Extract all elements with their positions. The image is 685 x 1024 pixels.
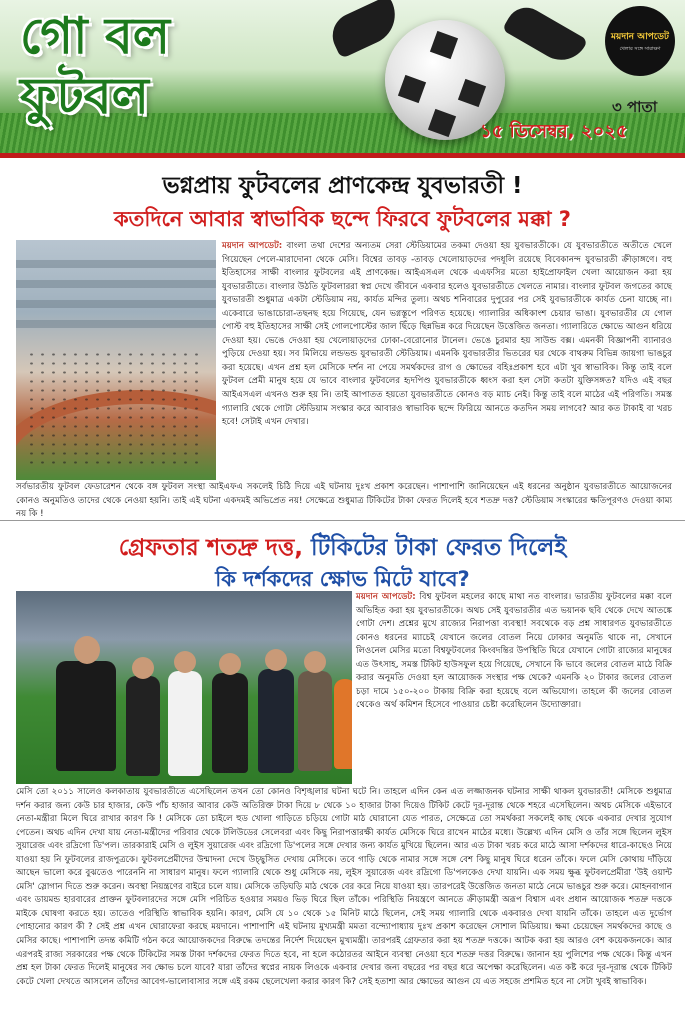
masthead-title-line2: ফুটবল bbox=[20, 67, 149, 125]
article2-text-part1: বিশ্ব ফুটবল মহলের কাছে মাথা নত বাংলার। ভারতীয় ফুটবলের মক্কা বলে অভিহিত করা হয় যুবভারতীকে। অথচ সেই যুবভারতীর এত ভয়ানক ছবি থেকে দেখে আতঙ্কে গোটা দেশ। প্রশ্নের মুখে রাজ্যের নিরাপত্তা ব্যবস্থা! সবথেকে বড় প্রশ্ন সাধারণত যুবভারতীতে কোনও ধরনের ম্যাচেই যেখানে জলের বোতল নিয়ে ঢোকার অনুমতি থাকে না, সেখানে লিওনেল মেসির মতো বিশ্বফুটবলের কিংবদন্তির উপস্থিতি ঘিরে যেখানে গোটা রাজ্যের মানুষের এত উৎসাহ, সমস্ত টিকিট হাউসফুল হয়ে গিয়েছে, সেখানে কি ভাবে জলের বোতল মাঠে বিক্রি করার অনুমতি দেওয়া হল আয়োজক সংস্থার পক্ষ থেকে? এমনকি ২০ টাকার জলের বোতল চড়া দামে ১৫০-২০০ টাকায় বিক্রি করা হয়েছে বলে অভিযোগ। তাহলে কী জলের বোতল থেকেও অর্থ কমিশন হিসেবে পাওয়ার চেষ্টা করেছিলেন উদ্যোক্তারা। bbox=[356, 592, 673, 711]
player-boot-right bbox=[502, 0, 588, 69]
article1-source: ময়দান আপডেট: bbox=[222, 241, 283, 251]
article2-source: ময়দান আপডেট: bbox=[356, 592, 416, 602]
article2-subheadline: কি দর্শকদের ক্ষোভ মিটে যাবে? bbox=[215, 567, 470, 591]
article2-text-part2: মেসি তো ২০১১ সালেও কলকাতায় যুবভারতীতে এসেছিলেন তখন তো কোনও বিশৃঙ্খলার ঘটনা ঘটে নি। তাহলে এদিন কেন এত লজ্জাজনক ঘটনার সাক্ষী থাকল যুবভারতী! মেসিকে শুধুমাত্র দর্শন করার জন্য কেউ চার হাজার, কেউ পাঁচ হাজার আবার কেউ অতিরিক্ত টাকা দিয়ে ৮ থেকে ১০ হাজার টাকা দিয়েও টিকিট কেটে দূর-দূরান্ত থেকে শহরে এসেছিলেন। অথচ মেসিকে এইভাবে নেতা-মন্ত্রীরা মিলে ঘিরে রাখার কারণ কি ! মেসিকে তো চাইলে হুড খোলা গাড়িতে চড়িয়ে গোটা মাঠ ঘোরানো যেত পারত, সেক্ষেত্রে তো সমর্থকরা সকলেই কাছ থেকে একবার দেখার সুযোগ পেতেন। অথচ এদিন দেখা যায় নেতা-মন্ত্রীদের পরিবার থেকে টলিউডের সেলেবরা এবং কিছু নিরাপত্তারক্ষী কার্যত মেসিকে ঘিরে রাখেন মাঠের মধ্যে। উল্লেখ্য এদিন মেসি ও তাঁর সঙ্গে ছিলেন লুইস সুয়ারেজ এবং রদ্রিগো ডি'পল। তারকারাই মেসি ও লুইস সুয়ারেজ এবং রদ্রিগো ডি'পলের সঙ্গে দেখার জন্য কার্যত মুখিয়ে ছিলেন। আর এত টাকা খরচ করে মাঠে আসা দর্শকদের ধারে-কাছেও নিয়ে যাওয়া হয় নি ফুটবলের রাজপুত্রকে। ফুটবলপ্রেমীদের উন্মাদনা দেখে উচ্ছ্বসিত দেখায় মেসিকে। তবে গাড়ি থেকে নামার সঙ্গে সঙ্গে বেশ কিছু মানুষ ঘিরে ধরেন তাঁকে। ফলে মেসি কোথায় দাঁড়িয়ে আছেন ভালো করে বুঝতেও পারেননি না সাধারণ মানুষ। ফলে গ্যালারি থেকে শুধু মেসিকে নয়, লুইস সুয়ারেজ এবং রদ্রিগো ডি'পলকেও দেখা যায়নি। এক সময় ক্ষুব্ধ ফুটবলপ্রেমীরা 'উই ওয়ান্ট মেসি' স্লোগান দিতে শুরু করেন। অবস্থা নিয়ন্ত্রণের বাইরে চলে যায়। মেসিকে তড়িঘড়ি মাঠ থেকে বের করে নিয়ে যাওয়া হয়। তারপরেই উত্তেজিত জনতা মাঠে নেমে ভাঙচুর শুরু করে। মোহনবাগান এবং ডায়মন্ড হারবারের প্রাক্তন ফুটবলারদের সঙ্গে মেসি পরিচিত হওয়ার সময়ও ভিড় ঘিরে ছিল তাঁকে। পরিস্থিতি নিয়ন্ত্রণে আনতে ক্রীড়ামন্ত্রী অরূপ বিশ্বাস এবং প্রধান আয়োজক শতদ্রু দত্তকে মাইকে ঘোষণা করতে হয়। তাতেও পরিস্থিতি স্বাভাবিক হয়নি। কারণ, মেসি যে ১০ থেকে ১৫ মিনিট মাঠে ছিলেন, সেই সময় গ্যালারি থেকে একবারও দেখা যায়নি তাঁকে। তাহলে এত দুর্ভোগ পোহানোর কারণ কী ? সেই প্রশ্ন এখন ঘোরাফেরা করছে ময়দানে। পাশাপাশি এই ঘটনায় মুখ্যমন্ত্রী মমতা বন্দ্যোপাধ্যায় দুঃখ প্রকাশ করেছেন সোশাল মিডিয়ায়। ক্ষমা চেয়েছেন সমর্থকদের কাছে ও মেসির কাছে। পাশাপাশি তদন্ত কমিটি গঠন করে আয়োজকদের বিরুদ্ধে তদন্তের নির্দেশ দিয়েছেন মুখ্যমন্ত্রী। তারপরই গ্রেফতার করা হয় শতদ্রু দত্তকে। আটক করা হয় আরও বেশ কয়েকজনকে। আর এরপরই রাজ্য সরকারের পক্ষ থেকে টিকিটের সমস্ত টাকা দর্শকদের ফেরত দিতে হবে, না হলে কঠোরতর আইনে ব্যবস্থা নেওয়া হবে শতদ্রু দত্তর বিরুদ্ধে। জানান হয় পুলিশের পক্ষ থেকে। কিন্তু এখন প্রশ্ন হল টাকা ফেরত দিলেই মানুষের সব ক্ষোভ চলে যাবে? যারা তাঁদের স্বপ্নের নায়ক লিওকে একবার দেখার জন্য বছরের পর বছর ধরে অপেক্ষা করেছিলেন। এত কষ্ট করে দূর-দূরান্ত থেকে টিকিট কেটে খেলা দেখতে আসলেন তাঁদের আবেগ-ভালোবাসার সঙ্গে এই রকম ছেলেখেলা করার কারণ কি? সেই হতাশা আর ক্ষোভের আগুন যে এত সহজে প্রশমিত হবে না সেটা খুবই স্বাভাবিক। bbox=[16, 787, 672, 987]
article2-body bbox=[356, 591, 672, 713]
article1-subheadline: কতদিনে আবার স্বাভাবিক ছন্দে ফিরবে ফুটবলের মক্কা ? bbox=[113, 207, 571, 231]
masthead-title-line1: গো বল bbox=[20, 7, 171, 65]
masthead bbox=[0, 0, 685, 153]
header-rule bbox=[0, 153, 685, 158]
article2-messi-photo bbox=[16, 591, 352, 784]
article2-body-continued bbox=[16, 786, 672, 989]
masthead-title bbox=[20, 8, 170, 124]
article2-headline-blue: টিকিটের টাকা ফেরত দিলেই bbox=[303, 535, 567, 561]
section-divider bbox=[0, 520, 685, 521]
publisher-logo bbox=[605, 6, 675, 76]
article1-text-part1: বাংলা তথা দেশের অন্যতম সেরা স্টেডিয়ামের তকমা দেওয়া হয় যুবভারতীকে। যে যুবভারতীতে অতীতে খেলে গিয়েছেন পেলে-মারাদোনা থেকে মেসি। বিশ্বের তাবড় -তাবড় খেলোয়াড়দের পদধূলি রয়েছে বিবেকানন্দ যুবভারতী ক্রীড়াঙ্গণে। বহু ইতিহাসের সাক্ষী বাংলার ফুটবলের এই প্রাণকেন্দ্র। আইএসএল থেকে এএফসির মতো হাইপ্রোফাইল খেলা আয়োজন করা হয় যুবভারতীতে। বাংলার উঠতি ফুটবলাররা স্বপ্ন দেখে জীবনে একবার হলেও যুবভারতীতে খেলতে নামার। বাংলার ফুটবল জগতের কাছে যুবভারতী শুধুমাত্র একটা স্টেডিয়াম নয়, কার্যত মন্দির তুল্য। অথচ শনিবারের দুপুরের পর সেই যুবভারতীকে কার্যত চেনা যাচ্ছে না। একেবারে ভাঙাচোরা-তছনছ হয়ে গিয়েছে, যেন ভগ্নস্তূপে পরিণত হয়েছে। গ্যালারির অধিকাংশ চেয়ার ভাঙা। যুবভারতীর যে গোল পোস্ট বহু ইতিহাসের সাক্ষী সেই গোলপোস্টের জাল ছিঁড়ে ছিন্নভিন্ন করে দিয়েছেন উত্তেজিত জনতা। গ্যালারিতে ক্ষোভে আগুন ধরিয়ে দেওয়া হয়। ভেঙে দেওয়া হয় খেলোয়াড়দের ঢোকা-বেরোনোর টানেল। ভেঙে চুরমার হয় সাউন্ড বক্স। এমনকী বিজ্ঞাপনী ব্যানারও পুড়িয়ে দেওয়া হয়। সব মিলিয়ে লন্ডভন্ড যুবভারতী স্টেডিয়াম। এমনকি যুবভারতীর ভিতরের ঘর থেকে বাথরুম বিভিন্ন জায়গা ভাঙচুর করা হয়েছে। এখন প্রশ্ন হল মেসিকে দর্শন না পেয়ে সমর্থকদের রাগ ও ক্ষোভের বহিঃপ্রকাশ হবে এটা খুব স্বাভাবিক। কিন্তু তাই বলে ফুটবল প্রেমী মানুষ হয়ে যে ভাবে বাংলার ফুটবলের হৃদপিণ্ড যুবভারতীকে ধ্বংস করা হল সেটা কতটা যুক্তিসঙ্গত? যদিও এই বছর আইএসএল এখনও শুরু হয় নি। তাই আপাতত হয়তো যুবভারতীতে কোনও বড় ম্যাচ নেই। কিন্তু তাই বলে মাঠের এই পরিণতি। সমস্ত গ্যালারি থেকে গোটা স্টেডিয়াম সংস্কার করে আবারও স্বাভাবিক ছন্দে ফিরিয়ে আনতে কতদিন সময় লাগবে? আর কত টাকাই বা খরচ হবে! সেটাই এখন দেখার। bbox=[222, 241, 673, 428]
article1-headline: ভগ্নপ্রায় ফুটবলের প্রাণকেন্দ্র যুবভারতী ! bbox=[162, 173, 523, 199]
article1-body-continued bbox=[16, 481, 672, 522]
article1-stadium-photo bbox=[16, 240, 216, 480]
logo-text: ময়দান আপডেট bbox=[611, 31, 669, 42]
logo-subtext: খেলার সঙ্গে সারাক্ষণ bbox=[619, 45, 661, 52]
issue-date: ১৫ ডিসেম্বর, ২০২৫ bbox=[480, 121, 628, 142]
article2-headline-red: গ্রেফতার শতদ্রু দত্ত, bbox=[118, 535, 304, 561]
article1-text-part2: সর্বভারতীয় ফুটবল ফেডারেশন থেকে বঙ্গ ফুটবল সংস্থা আইএফএ সকলেই চিঠি দিয়ে এই ঘটনায় দুঃখ প্রকাশ করেছেন। পাশাপাশি জানিয়েছেন এই ধরনের অনুষ্ঠান যুবভারতীতে আয়োজনের কোনও অনুমতিও তাদের থেকে নেওয়া হয়নি। তাই এই ঘটনা একদমই অভিপ্রেত নয়! সেক্ষেত্রে শুধুমাত্র টিকিটের টাকা ফেরত দিলেই হবে শতদ্রু দত্ত? স্টেডিয়াম সংস্কারের ক্ষতিপূরণও দেওয়া কাম্য নয় কি ! bbox=[16, 482, 672, 520]
article1-body bbox=[222, 240, 672, 430]
page-number: ৩ পাতা bbox=[612, 98, 658, 116]
